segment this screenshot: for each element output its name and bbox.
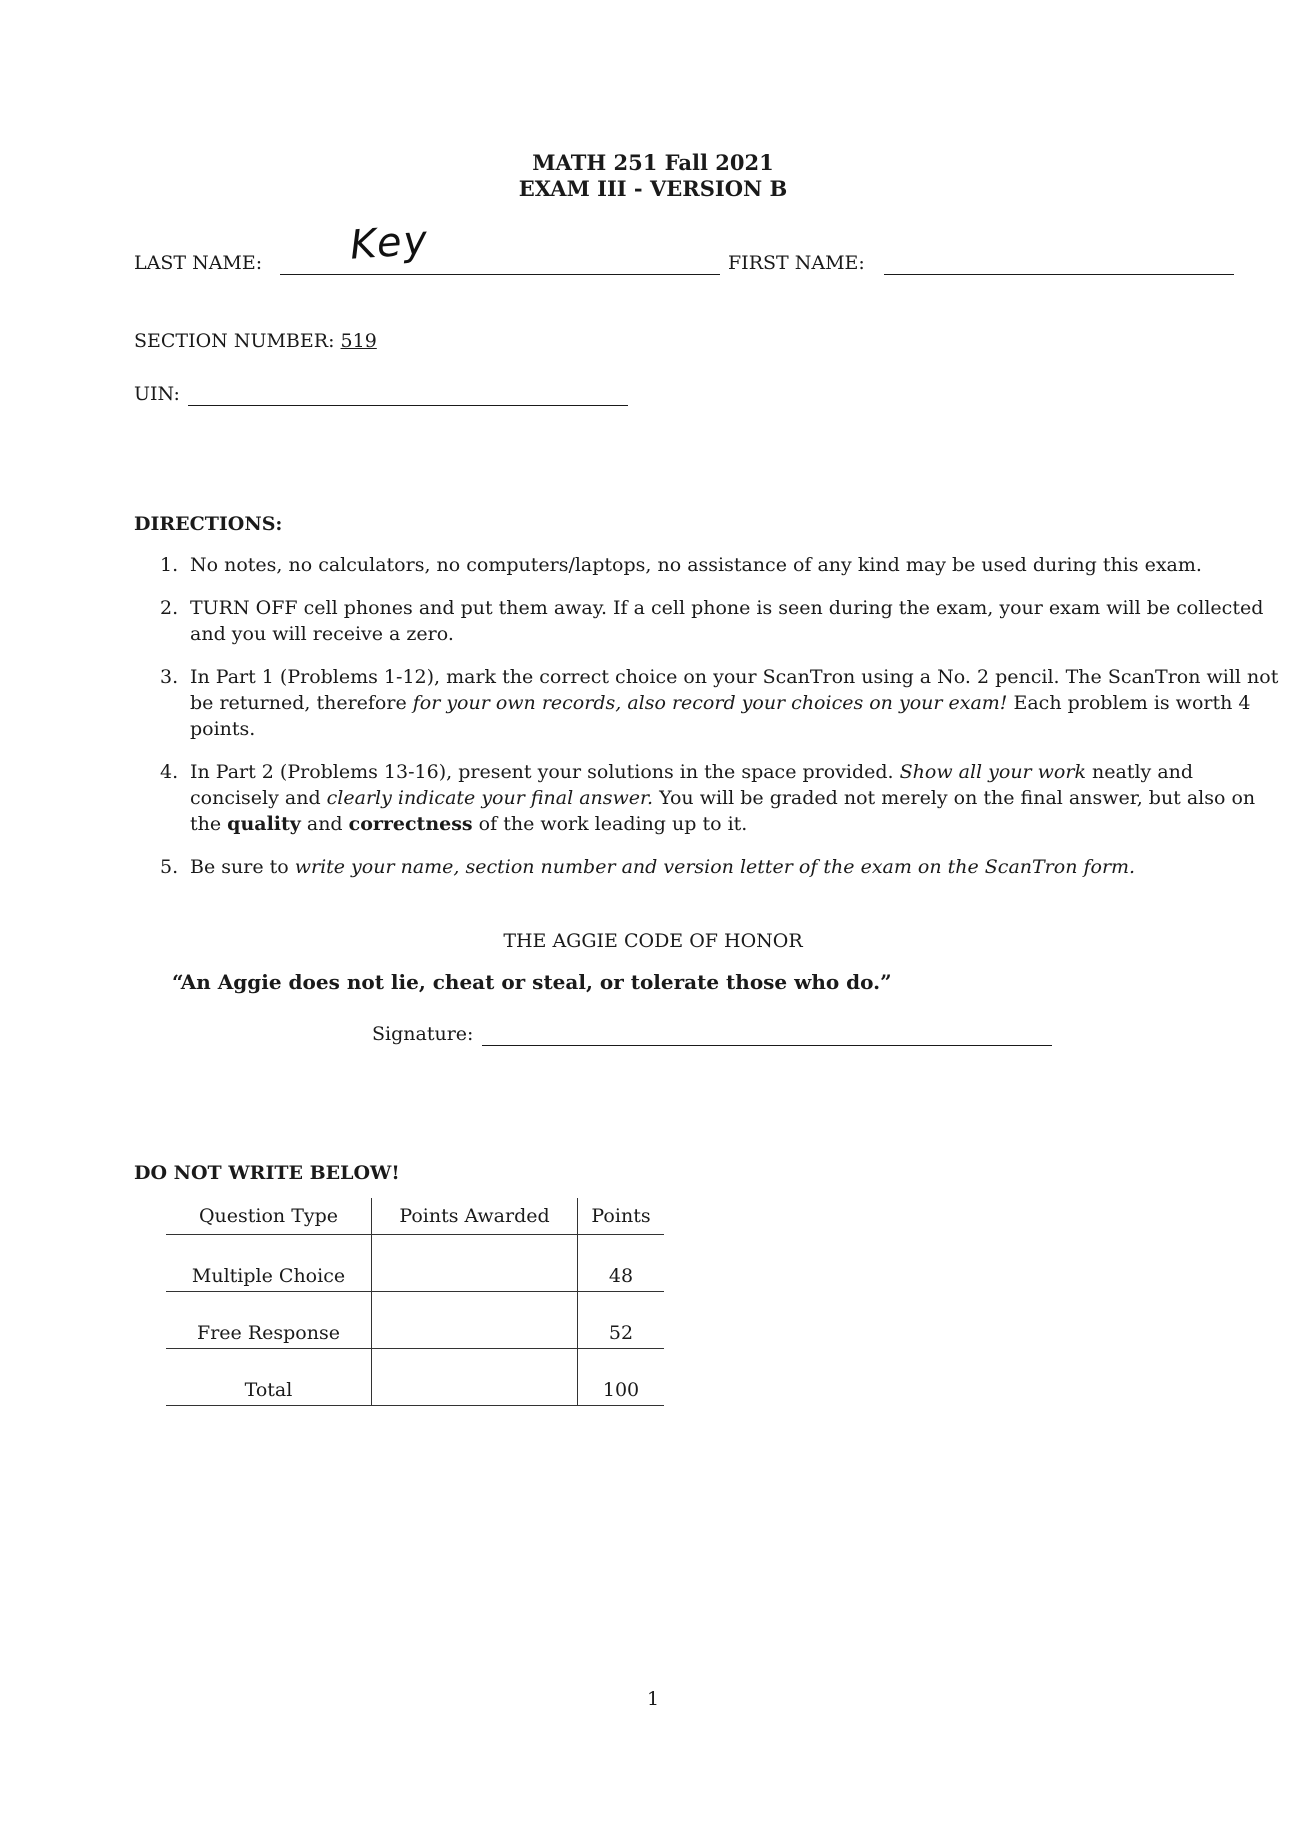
direction-number: 5. bbox=[160, 856, 179, 878]
section-number-label: SECTION NUMBER: bbox=[134, 330, 335, 352]
last-name-handwritten-value: Key bbox=[348, 217, 431, 269]
column-header: Points bbox=[578, 1198, 665, 1235]
do-not-write-heading: DO NOT WRITE BELOW! bbox=[134, 1162, 400, 1184]
points-awarded-cell[interactable] bbox=[372, 1349, 578, 1406]
table-row bbox=[166, 1235, 664, 1292]
score-table bbox=[166, 1198, 664, 1406]
directions-list bbox=[160, 552, 1280, 897]
direction-text: and bbox=[300, 813, 349, 835]
exam-title: EXAM III - VERSION B bbox=[518, 176, 788, 201]
score-table-header-row bbox=[166, 1198, 664, 1235]
direction-text: of the work leading up to it. bbox=[472, 813, 748, 835]
direction-item bbox=[160, 552, 1280, 578]
direction-item bbox=[160, 854, 1280, 880]
first-name-field[interactable] bbox=[884, 274, 1234, 275]
course-title: MATH 251 Fall 2021 bbox=[532, 150, 774, 175]
points-awarded-cell[interactable] bbox=[372, 1292, 578, 1349]
direction-text: In Part 1 (Problems 1-12), mark the correct choice on your ScanTron using a No. 2 pencil. The ScanTron will not be returned, therefore bbox=[190, 666, 1279, 714]
direction-text: correctness bbox=[348, 813, 473, 835]
honor-code-quote: “An Aggie does not lie, cheat or steal, or tolerate those who do.” bbox=[172, 970, 892, 994]
table-row bbox=[166, 1349, 664, 1406]
direction-text: In Part 2 (Problems 13-16), present your solutions in the space provided. bbox=[190, 761, 900, 783]
direction-text: for your own records, also record your choices on your exam! bbox=[412, 692, 1008, 714]
direction-item bbox=[160, 595, 1280, 647]
column-header: Points Awarded bbox=[372, 1198, 578, 1235]
uin-label: UIN: bbox=[134, 383, 180, 405]
direction-text: No notes, no calculators, no computers/laptops, no assistance of any kind may be used during this exam. bbox=[190, 554, 1202, 576]
points-cell: 100 bbox=[578, 1349, 665, 1406]
direction-text: Show all your work bbox=[899, 761, 1086, 783]
uin-field[interactable] bbox=[188, 405, 628, 406]
direction-text: quality bbox=[227, 813, 301, 835]
last-name-label: LAST NAME: bbox=[134, 252, 263, 274]
directions-heading: DIRECTIONS: bbox=[134, 513, 283, 535]
direction-text: clearly indicate your final answer. bbox=[326, 787, 654, 809]
direction-text: TURN OFF cell phones and put them away. If a cell phone is seen during the exam, your exam will be collected and you will receive a zero. bbox=[190, 597, 1264, 645]
direction-text: You will be graded not merely on the final answer, but also on the bbox=[190, 787, 1256, 835]
last-name-field[interactable] bbox=[280, 274, 720, 275]
page-number: 1 bbox=[646, 1688, 660, 1710]
direction-text: Each problem is worth 4 points. bbox=[190, 692, 1251, 740]
section-number-value: 519 bbox=[340, 330, 377, 352]
points-cell: 48 bbox=[578, 1235, 665, 1292]
direction-item bbox=[160, 759, 1280, 837]
signature-field[interactable] bbox=[482, 1045, 1052, 1046]
first-name-label: FIRST NAME: bbox=[728, 252, 865, 274]
points-awarded-cell[interactable] bbox=[372, 1235, 578, 1292]
direction-number: 4. bbox=[160, 761, 179, 783]
question-type-cell: Total bbox=[166, 1349, 372, 1406]
direction-text: write your name, section number and version letter of the exam on the ScanTron form. bbox=[294, 856, 1136, 878]
direction-text: neatly and concisely and bbox=[190, 761, 1194, 809]
signature-label: Signature: bbox=[372, 1023, 474, 1045]
section-number-row bbox=[134, 330, 377, 352]
question-type-cell: Free Response bbox=[166, 1292, 372, 1349]
question-type-cell: Multiple Choice bbox=[166, 1235, 372, 1292]
direction-item bbox=[160, 664, 1280, 742]
direction-number: 1. bbox=[160, 554, 179, 576]
direction-number: 2. bbox=[160, 597, 179, 619]
direction-text: Be sure to bbox=[190, 856, 295, 878]
direction-number: 3. bbox=[160, 666, 179, 688]
points-cell: 52 bbox=[578, 1292, 665, 1349]
honor-code-title: THE AGGIE CODE OF HONOR bbox=[503, 930, 803, 952]
table-row bbox=[166, 1292, 664, 1349]
column-header: Question Type bbox=[166, 1198, 372, 1235]
